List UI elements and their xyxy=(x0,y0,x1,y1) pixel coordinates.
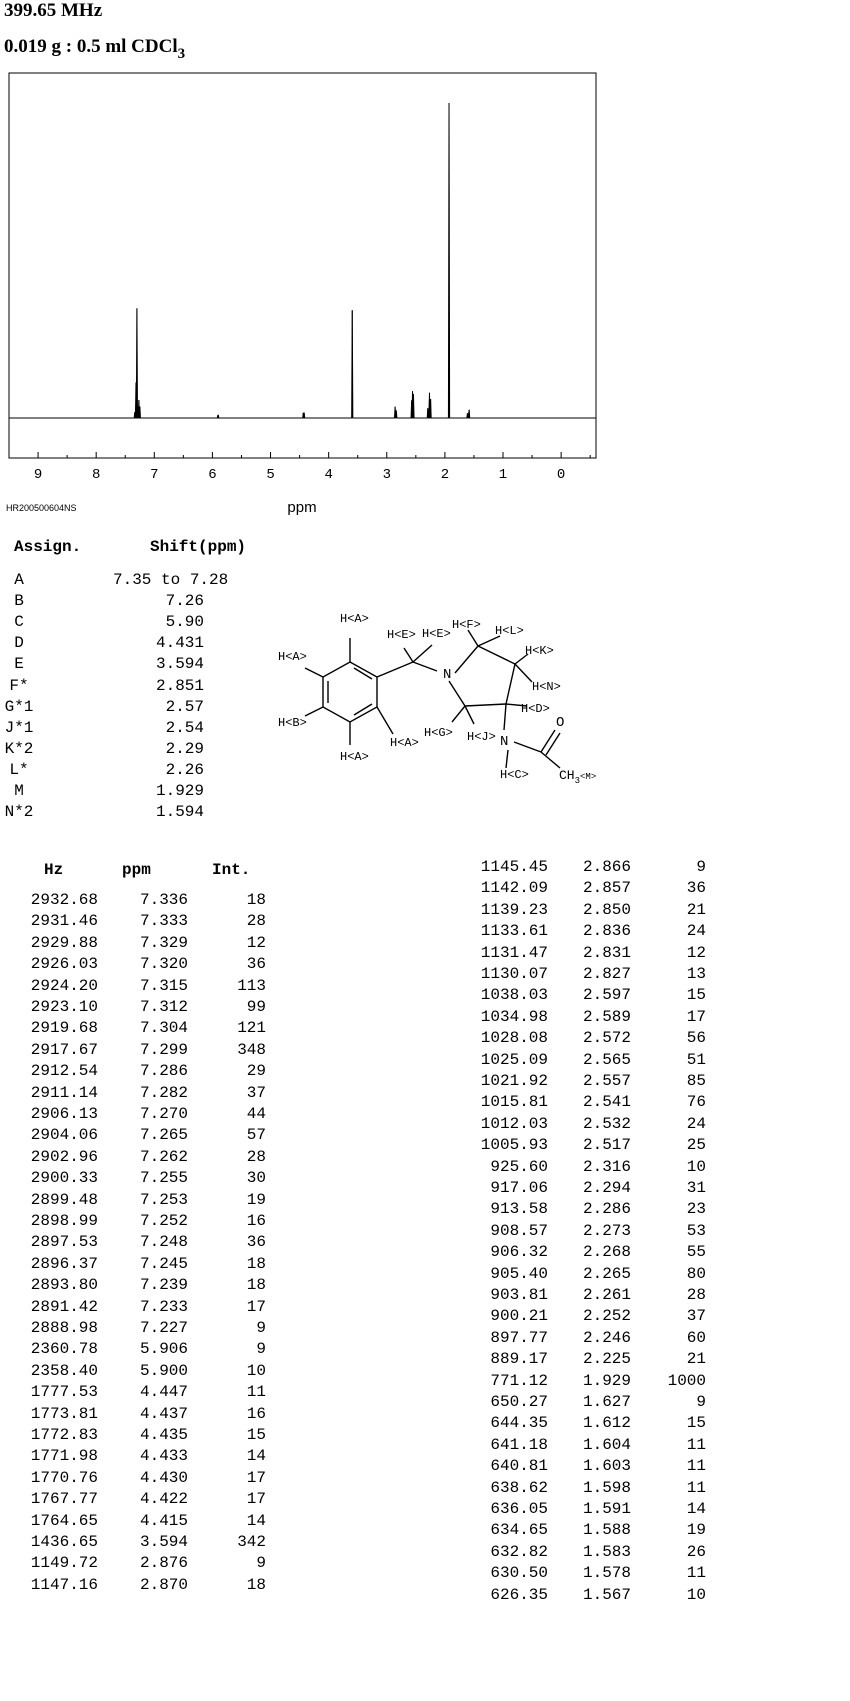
peak-hz: 644.35 xyxy=(490,1414,548,1433)
label-hC: H<C> xyxy=(500,768,529,782)
peak-hz: 1145.45 xyxy=(480,858,548,876)
peak-ppm: 7.286 xyxy=(139,1062,188,1081)
peak-hz: 889.17 xyxy=(490,1350,548,1369)
peak-int: 11 xyxy=(686,1478,706,1497)
peak-ppm: 4.447 xyxy=(139,1383,188,1402)
peak-ppm: 7.299 xyxy=(139,1040,188,1059)
peak-hz: 2904.06 xyxy=(30,1126,98,1145)
x-axis-label: ppm xyxy=(287,499,317,516)
peak-ppm: 7.239 xyxy=(139,1276,188,1295)
peak-int: 18 xyxy=(246,1276,266,1295)
peak-ppm: 2.246 xyxy=(582,1328,631,1347)
label-hA-top: H<A> xyxy=(340,612,369,626)
label-hD: H<D> xyxy=(521,702,550,716)
peak-int: 9 xyxy=(696,1393,706,1411)
assign-shift: 4.431 xyxy=(155,634,204,653)
peak-ppm: 4.415 xyxy=(139,1511,188,1530)
structure-labels xyxy=(278,612,596,786)
peak-int: 11 xyxy=(686,1564,706,1583)
peak-ppm: 2.572 xyxy=(582,1029,631,1048)
peak-int: 12 xyxy=(246,933,266,952)
peak-int: 14 xyxy=(246,1511,266,1530)
peak-hz: 1015.81 xyxy=(480,1093,548,1112)
x-tick-label: 7 xyxy=(150,467,159,483)
label-hE2: H<E> xyxy=(422,627,451,641)
peak-hz: 2896.37 xyxy=(30,1254,98,1273)
label-ch3 xyxy=(559,768,596,786)
peak-ppm: 2.870 xyxy=(139,1575,188,1594)
peak-header-int: Int. xyxy=(212,861,251,879)
peak-hz: 1147.16 xyxy=(30,1575,98,1594)
x-tick-label: 1 xyxy=(498,467,508,483)
label-hE1: H<E> xyxy=(387,628,416,642)
peak-hz: 2919.68 xyxy=(30,1019,98,1038)
label-hG: H<G> xyxy=(424,726,453,740)
peak-int: 57 xyxy=(246,1126,266,1145)
label-ch3-text: CH xyxy=(559,768,575,783)
x-tick-label: 4 xyxy=(324,467,333,483)
assign-header: Assign. xyxy=(14,538,82,556)
peak-int: 11 xyxy=(246,1383,266,1402)
peak-int: 9 xyxy=(696,858,706,876)
peak-int: 121 xyxy=(237,1019,266,1038)
nmr-spectrum-chart xyxy=(0,60,620,520)
label-hB: H<B> xyxy=(278,716,307,730)
label-hN: H<N> xyxy=(532,680,561,694)
peak-hz: 1149.72 xyxy=(30,1554,98,1573)
peak-ppm: 2.265 xyxy=(582,1264,631,1283)
peak-ppm: 5.906 xyxy=(139,1340,188,1359)
peak-ppm: 7.333 xyxy=(139,912,188,931)
peak-hz: 2911.14 xyxy=(30,1083,98,1102)
peak-int: 37 xyxy=(686,1307,706,1326)
peak-int: 56 xyxy=(686,1029,706,1048)
label-hA-ch: H<A> xyxy=(390,736,419,750)
peak-ppm: 7.248 xyxy=(139,1233,188,1252)
peak-ppm: 2.294 xyxy=(582,1179,631,1197)
peak-int: 80 xyxy=(686,1264,706,1283)
peak-ppm: 4.437 xyxy=(139,1404,188,1423)
peak-int: 28 xyxy=(246,1147,266,1166)
peak-int: 18 xyxy=(246,891,266,909)
peak-hz: 2899.48 xyxy=(30,1190,98,1209)
label-hJ: H<J> xyxy=(467,730,496,744)
label-hF: H<F> xyxy=(452,618,481,632)
peak-hz: 1005.93 xyxy=(480,1136,548,1155)
peak-ppm: 5.900 xyxy=(139,1361,188,1380)
peak-int: 13 xyxy=(686,965,706,983)
peak-int: 113 xyxy=(237,976,266,995)
peak-hz: 925.60 xyxy=(490,1157,548,1176)
peak-hz: 1770.76 xyxy=(30,1468,98,1487)
peak-int: 51 xyxy=(686,1050,706,1069)
peak-ppm: 2.532 xyxy=(582,1114,631,1133)
peak-int: 10 xyxy=(246,1361,266,1380)
peak-int: 99 xyxy=(246,998,266,1016)
peak-int: 36 xyxy=(246,1233,266,1252)
peak-ppm: 7.253 xyxy=(139,1190,188,1209)
peak-int: 11 xyxy=(686,1435,706,1454)
peak-hz: 636.05 xyxy=(490,1500,548,1518)
peak-ppm: 7.255 xyxy=(139,1169,188,1188)
peak-ppm: 2.589 xyxy=(582,1007,631,1026)
peak-hz: 1142.09 xyxy=(480,879,548,898)
peak-ppm: 2.268 xyxy=(582,1243,631,1262)
assign-label: G*1 xyxy=(4,697,34,716)
label-hA-bottom: H<A> xyxy=(340,750,369,764)
peak-int: 9 xyxy=(256,1319,266,1337)
peak-int: 30 xyxy=(246,1169,266,1188)
peak-ppm: 2.316 xyxy=(582,1157,631,1176)
peak-ppm: 7.336 xyxy=(139,891,188,909)
peak-ppm: 2.557 xyxy=(582,1072,631,1090)
peak-hz: 626.35 xyxy=(490,1585,548,1604)
assign-shift: 2.57 xyxy=(165,697,204,716)
peak-int: 25 xyxy=(686,1136,706,1155)
peak-ppm: 1.591 xyxy=(582,1500,631,1518)
peak-hz: 2923.10 xyxy=(30,998,98,1016)
peak-int: 37 xyxy=(246,1083,266,1102)
peak-int: 10 xyxy=(686,1157,706,1176)
assign-label: K*2 xyxy=(4,739,34,758)
assign-label: C xyxy=(14,613,24,632)
assign-shift: 1.594 xyxy=(155,803,204,822)
peak-ppm: 7.304 xyxy=(139,1019,188,1038)
peak-ppm: 2.225 xyxy=(582,1350,631,1369)
peak-ppm: 2.827 xyxy=(582,965,631,983)
peak-ppm: 7.282 xyxy=(139,1083,188,1102)
peak-int: 19 xyxy=(686,1521,706,1540)
assign-shift: 2.26 xyxy=(165,760,204,779)
peak-int: 16 xyxy=(246,1404,266,1423)
peak-int: 21 xyxy=(686,1350,706,1369)
label-n-amide: N xyxy=(500,734,509,750)
peak-hz: 634.65 xyxy=(490,1521,548,1540)
assign-label: D xyxy=(14,634,24,653)
peak-hz: 917.06 xyxy=(490,1179,548,1197)
peak-ppm: 7.233 xyxy=(139,1297,188,1316)
peak-hz: 1777.53 xyxy=(30,1383,98,1402)
peak-ppm: 7.329 xyxy=(139,933,188,952)
peak-int: 29 xyxy=(246,1062,266,1081)
plot-frame xyxy=(9,73,596,458)
peak-int: 55 xyxy=(686,1243,706,1262)
peak-hz: 1771.98 xyxy=(30,1447,98,1466)
structure-bonds xyxy=(305,630,560,768)
peak-ppm: 7.315 xyxy=(139,976,188,995)
peak-hz: 2917.67 xyxy=(30,1040,98,1059)
x-tick-label: 9 xyxy=(33,467,43,483)
assign-shift: 1.929 xyxy=(155,782,204,800)
peak-int: 19 xyxy=(246,1190,266,1209)
peak-hz: 2924.20 xyxy=(30,976,98,995)
peak-ppm: 4.422 xyxy=(139,1490,188,1509)
peak-hz: 900.21 xyxy=(490,1307,548,1326)
peak-int: 16 xyxy=(246,1212,266,1230)
peak-ppm: 2.252 xyxy=(582,1307,631,1326)
peak-ppm: 2.597 xyxy=(582,986,631,1005)
label-hK: H<K> xyxy=(525,644,554,658)
label-n-ring: N xyxy=(443,667,452,683)
x-tick-label: 6 xyxy=(208,467,217,483)
peak-hz: 2897.53 xyxy=(30,1233,98,1252)
peak-hz: 1773.81 xyxy=(30,1404,98,1423)
peak-ppm: 4.430 xyxy=(139,1468,188,1487)
peak-hz: 2898.99 xyxy=(30,1212,98,1230)
label-hA-left: H<A> xyxy=(278,650,307,664)
peak-int: 10 xyxy=(686,1585,706,1604)
peak-int: 23 xyxy=(686,1200,706,1219)
shift-header: Shift(ppm) xyxy=(150,538,247,556)
peak-ppm: 1.612 xyxy=(582,1414,631,1433)
peak-header-ppm: ppm xyxy=(122,861,151,879)
peak-ppm: 2.286 xyxy=(582,1200,631,1219)
peak-ppm: 2.866 xyxy=(582,858,631,876)
peak-int: 18 xyxy=(246,1254,266,1273)
peak-hz: 2891.42 xyxy=(30,1297,98,1316)
peak-hz: 2358.40 xyxy=(30,1361,98,1380)
peak-int: 11 xyxy=(686,1457,706,1476)
peak-ppm: 7.320 xyxy=(139,955,188,974)
peak-ppm: 1.929 xyxy=(582,1371,631,1390)
peak-ppm: 7.245 xyxy=(139,1254,188,1273)
peak-ppm: 1.604 xyxy=(582,1435,631,1454)
peak-ppm: 7.312 xyxy=(139,998,188,1016)
chemical-structure xyxy=(270,610,630,800)
assign-label: M xyxy=(14,782,24,800)
peak-hz: 1139.23 xyxy=(480,900,548,919)
assign-shift: 3.594 xyxy=(155,655,204,674)
x-tick-label: 0 xyxy=(556,467,566,483)
peak-ppm: 3.594 xyxy=(139,1533,188,1551)
peak-ppm: 4.433 xyxy=(139,1447,188,1466)
peak-ppm: 7.227 xyxy=(139,1319,188,1337)
assign-shift: 7.35 to 7.28 xyxy=(113,571,229,589)
peak-hz: 1021.92 xyxy=(480,1072,548,1090)
peak-int: 9 xyxy=(256,1340,266,1359)
peak-int: 342 xyxy=(237,1533,266,1551)
assign-shift: 5.90 xyxy=(165,613,204,632)
assign-shift: 2.851 xyxy=(155,676,204,695)
peak-int: 76 xyxy=(686,1093,706,1112)
peak-int: 36 xyxy=(686,879,706,898)
peak-ppm: 2.273 xyxy=(582,1221,631,1240)
peak-ppm: 7.270 xyxy=(139,1105,188,1123)
peak-hz: 1131.47 xyxy=(480,943,548,962)
peak-int: 14 xyxy=(686,1500,706,1518)
sample-subscript: 3 xyxy=(177,46,186,62)
peak-ppm: 2.831 xyxy=(582,943,631,962)
peak-ppm: 1.598 xyxy=(582,1478,631,1497)
peak-hz: 2900.33 xyxy=(30,1169,98,1188)
label-o: O xyxy=(556,715,565,731)
assign-label: N*2 xyxy=(4,803,34,822)
peak-hz: 2893.80 xyxy=(30,1276,98,1295)
peak-ppm: 2.517 xyxy=(582,1136,631,1155)
peak-ppm: 7.262 xyxy=(139,1147,188,1166)
assign-label: B xyxy=(14,592,24,611)
peak-int: 21 xyxy=(686,900,706,919)
peak-int: 24 xyxy=(686,1114,706,1133)
peak-hz: 1133.61 xyxy=(480,922,548,941)
peak-int: 17 xyxy=(686,1007,706,1026)
peak-hz: 2888.98 xyxy=(30,1319,98,1337)
peak-ppm: 1.583 xyxy=(582,1542,631,1561)
label-ch3-sub: 3 xyxy=(574,776,581,786)
peak-int: 24 xyxy=(686,922,706,941)
assign-shift: 2.29 xyxy=(165,739,204,758)
peak-hz: 897.77 xyxy=(490,1328,548,1347)
peak-int: 85 xyxy=(686,1072,706,1090)
peak-hz: 2906.13 xyxy=(30,1105,98,1123)
peak-hz: 1436.65 xyxy=(30,1533,98,1551)
peak-hz: 1034.98 xyxy=(480,1007,548,1026)
x-tick-label: 5 xyxy=(266,467,275,483)
peak-int: 348 xyxy=(237,1040,266,1059)
sample-text: 0.019 g : 0.5 ml CDCl xyxy=(4,36,178,57)
peak-hz: 650.27 xyxy=(490,1393,548,1411)
peak-int: 44 xyxy=(246,1105,266,1123)
peak-hz: 903.81 xyxy=(490,1286,548,1304)
label-hL: H<L> xyxy=(495,624,524,638)
sample-label xyxy=(4,36,186,62)
peak-ppm: 2.836 xyxy=(582,922,631,941)
assign-label: J*1 xyxy=(4,718,34,737)
peak-hz: 905.40 xyxy=(490,1264,548,1283)
assign-label: L* xyxy=(9,760,29,779)
peak-hz: 2931.46 xyxy=(30,912,98,931)
peak-hz: 640.81 xyxy=(490,1457,548,1476)
peak-hz: 2902.96 xyxy=(30,1147,98,1166)
label-hM: <M> xyxy=(580,772,597,782)
peak-hz: 1772.83 xyxy=(30,1426,98,1444)
peak-int: 15 xyxy=(686,1414,706,1433)
x-tick-label: 2 xyxy=(440,467,450,483)
peak-hz: 641.18 xyxy=(490,1435,548,1454)
peak-ppm: 2.541 xyxy=(582,1093,631,1112)
peak-hz: 913.58 xyxy=(490,1200,548,1219)
peak-hz: 2929.88 xyxy=(30,933,98,952)
peak-hz: 2926.03 xyxy=(30,955,98,974)
peak-int: 28 xyxy=(246,912,266,931)
peak-hz: 1038.03 xyxy=(480,986,548,1005)
x-tick-label: 8 xyxy=(91,467,101,483)
peak-hz: 630.50 xyxy=(490,1564,548,1583)
peak-hz: 632.82 xyxy=(490,1542,548,1561)
peak-hz: 1025.09 xyxy=(480,1050,548,1069)
peak-int: 14 xyxy=(246,1447,266,1466)
assign-label: E xyxy=(14,655,24,674)
peak-hz: 906.32 xyxy=(490,1243,548,1262)
peak-ppm: 7.265 xyxy=(139,1126,188,1145)
peak-int: 18 xyxy=(246,1575,266,1594)
peak-int: 28 xyxy=(686,1286,706,1304)
assign-shift: 2.54 xyxy=(165,718,204,737)
peak-hz: 2932.68 xyxy=(30,891,98,909)
assign-shift: 7.26 xyxy=(165,592,204,611)
peak-int: 15 xyxy=(246,1426,266,1444)
peak-int: 1000 xyxy=(667,1371,706,1390)
x-tick-label: 3 xyxy=(382,467,391,483)
peak-hz: 908.57 xyxy=(490,1221,548,1240)
peak-ppm: 1.627 xyxy=(582,1393,631,1411)
spectrum-id: HR200500604NS xyxy=(6,503,77,513)
peak-int: 17 xyxy=(246,1468,266,1487)
peak-ppm: 1.578 xyxy=(582,1564,631,1583)
peak-hz: 1028.08 xyxy=(480,1029,548,1048)
peak-hz: 638.62 xyxy=(490,1478,548,1497)
peak-ppm: 1.603 xyxy=(582,1457,631,1476)
assign-label: A xyxy=(14,571,24,589)
peak-hz: 771.12 xyxy=(490,1371,548,1390)
peak-hz: 2360.78 xyxy=(30,1340,98,1359)
peak-header-hz: Hz xyxy=(44,861,64,879)
peak-int: 26 xyxy=(686,1542,706,1561)
peak-int: 17 xyxy=(246,1297,266,1316)
peak-ppm: 1.588 xyxy=(582,1521,631,1540)
peak-int: 12 xyxy=(686,943,706,962)
peak-ppm: 1.567 xyxy=(582,1585,631,1604)
peak-hz: 2912.54 xyxy=(30,1062,98,1081)
peak-ppm: 2.857 xyxy=(582,879,631,898)
peak-int: 17 xyxy=(246,1490,266,1509)
frequency-label: 399.65 MHz xyxy=(4,0,103,21)
peak-int: 36 xyxy=(246,955,266,974)
peak-int: 31 xyxy=(686,1179,706,1197)
peak-hz: 1764.65 xyxy=(30,1511,98,1530)
peak-int: 15 xyxy=(686,986,706,1005)
peak-int: 9 xyxy=(256,1554,266,1573)
peak-ppm: 2.565 xyxy=(582,1050,631,1069)
peak-ppm: 7.252 xyxy=(139,1212,188,1230)
peak-hz: 1012.03 xyxy=(480,1114,548,1133)
peak-ppm: 2.876 xyxy=(139,1554,188,1573)
assign-label: F* xyxy=(9,676,29,695)
peak-hz: 1767.77 xyxy=(30,1490,98,1509)
peak-int: 60 xyxy=(686,1328,706,1347)
peak-ppm: 4.435 xyxy=(139,1426,188,1444)
peak-int: 53 xyxy=(686,1221,706,1240)
peak-ppm: 2.261 xyxy=(582,1286,631,1304)
peak-hz: 1130.07 xyxy=(480,965,548,983)
peak-ppm: 2.850 xyxy=(582,900,631,919)
